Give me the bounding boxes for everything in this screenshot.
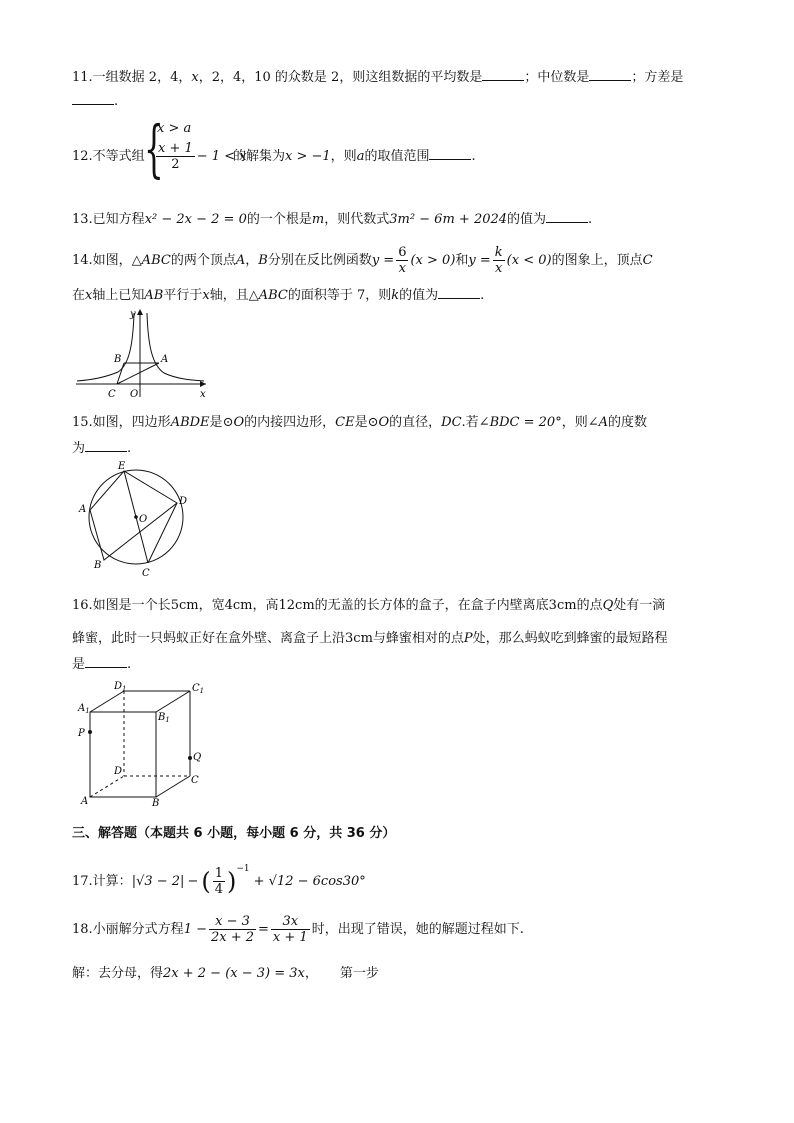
q14-f1-den: x xyxy=(398,261,407,276)
q12-prefix: 12.不等式组 xyxy=(72,149,145,164)
q14-l2d: 轴，且 xyxy=(209,288,249,303)
q16-Q: Q xyxy=(602,598,614,613)
q15-l1b: 是 xyxy=(209,415,223,430)
q12-var-a: a xyxy=(356,149,365,164)
q16-l: 5cm xyxy=(170,598,199,613)
q16-l2a: 蜂蜜，此时一只蚂蚁正好在盒外壁、离盒子上沿 xyxy=(72,631,346,646)
q16-edge-AD-hidden xyxy=(90,776,124,797)
q11-line2: . xyxy=(72,94,118,109)
q16-front-face xyxy=(90,712,156,797)
q16-l1d: 的无盖的长方体的盒子，在盒子内壁离底 xyxy=(314,598,549,613)
q17-frac-num: 1 xyxy=(214,866,223,881)
q18-line xyxy=(72,914,524,945)
q14-label-B: B xyxy=(114,354,122,365)
q16-label-A1-sub: 1 xyxy=(85,707,90,715)
q16-point-P xyxy=(88,730,92,734)
q16-h: 12cm xyxy=(278,598,315,613)
sol-step: 第一步 xyxy=(339,966,379,981)
q13-text-c: ，则代数式 xyxy=(324,212,390,227)
q16-edge-B1C1 xyxy=(156,691,190,712)
q16-d2: 3cm xyxy=(345,631,373,646)
q11-text-d: ；方差是 xyxy=(631,70,684,85)
q16-label-B1-main: B xyxy=(158,712,166,723)
q16-l1a: 16.如图是一个长 xyxy=(72,598,171,613)
q16-P: P xyxy=(463,631,473,646)
q18-f1-num: x − 3 xyxy=(209,914,256,930)
q16-point-Q xyxy=(188,756,192,760)
q12-prefix-line xyxy=(72,145,145,164)
q14-var-B: B xyxy=(258,253,268,268)
q16-blank xyxy=(85,667,127,668)
q11-line1 xyxy=(72,66,683,85)
q16-l1f: 处有一滴 xyxy=(613,598,666,613)
q15-line1 xyxy=(72,411,647,430)
q17-prefix: 17.计算： xyxy=(72,874,132,889)
q14-label-C: C xyxy=(108,389,116,400)
q16-label-B1 xyxy=(157,712,170,724)
q15-label-C: C xyxy=(142,568,150,579)
q18-f2-den: x + 1 xyxy=(272,930,308,945)
q14-l2a: 在 xyxy=(72,288,86,303)
q12-row1 xyxy=(157,121,191,136)
q12-frac-num: x + 1 xyxy=(158,141,193,156)
q16-label-C1-sub: 1 xyxy=(199,687,205,695)
q15-label-E: E xyxy=(118,461,126,472)
q14-line1 xyxy=(72,245,653,276)
q13-text-d: 的值为 xyxy=(507,212,547,227)
q14-var-x2: x xyxy=(202,288,210,303)
q16-w: 4cm xyxy=(224,598,253,613)
q16-label-D1-main: D xyxy=(114,681,123,692)
q14-label-O: O xyxy=(130,389,139,400)
q16-label-B1-sub: 1 xyxy=(165,716,170,724)
q15-line2: 为 . xyxy=(72,441,132,456)
q14-f2-lhs: y = xyxy=(468,253,491,268)
q15-figure xyxy=(74,460,199,580)
q13-expr: 3m² − 6m + 2024 xyxy=(389,212,508,227)
q14-blank xyxy=(438,298,480,299)
q11-var-x: x xyxy=(191,70,199,85)
q14-l1c: 分别在反比例函数 xyxy=(267,253,372,268)
q12-brace: { xyxy=(144,112,164,185)
q15-quad: ABDE xyxy=(170,415,210,430)
q15-l1h: 的度数 xyxy=(608,415,648,430)
q17-minus: − xyxy=(187,874,199,889)
q13-text-b: 的一个根是 xyxy=(246,212,312,227)
q16-label-A1 xyxy=(77,703,90,715)
q14-var-C: C xyxy=(642,253,653,268)
q16-label-A1-main: A xyxy=(78,703,86,714)
q17-frac-den: 4 xyxy=(214,882,223,897)
q11-blank-variance xyxy=(72,104,114,105)
q11-text-c: ；中位数是 xyxy=(524,70,590,85)
q16-label-C1-main: C xyxy=(192,683,200,694)
q15-ang: ∠BDC = 20° xyxy=(478,415,562,430)
q17-frac xyxy=(213,866,225,897)
q14-l2f: 的值为 xyxy=(399,288,439,303)
q14-var-k: k xyxy=(391,288,400,303)
q18-f2-num: 3x xyxy=(271,914,310,930)
q14-var-x: x xyxy=(85,288,93,303)
q15-quad-ABDE xyxy=(90,471,177,560)
q17-paren-open: ( xyxy=(201,867,211,896)
q16-figure xyxy=(74,680,214,810)
q16-d1: 3cm xyxy=(548,598,577,613)
q16-label-Q: Q xyxy=(193,752,202,763)
q18-eq: = xyxy=(258,922,269,937)
q15-l2: 为 xyxy=(72,441,86,456)
q14-l2c: 平行于 xyxy=(163,288,203,303)
q14-f2-num: k xyxy=(494,245,503,260)
q12-cond: x > −1 xyxy=(285,149,331,164)
q14-var-A: A xyxy=(235,253,246,268)
q14-l1a: 14.如图， xyxy=(72,253,132,268)
q11-blank-median xyxy=(589,80,631,81)
q17-exp: −1 xyxy=(236,864,250,874)
q15-segment-DC xyxy=(148,503,177,563)
sol-eq: 2x + 2 − (x − 3) = 3x xyxy=(163,966,305,981)
q14-x-arrow-icon xyxy=(200,381,206,387)
q15-blank xyxy=(85,451,127,452)
q17-paren-close: ) xyxy=(227,867,237,896)
q15-l1g: ，则 xyxy=(561,415,588,430)
q14-figure xyxy=(72,305,212,400)
q12-blank xyxy=(429,159,471,160)
q14-l1d: 和 xyxy=(455,253,469,268)
q15-label-D: D xyxy=(179,496,188,507)
q12-text-b: ，则 xyxy=(330,149,357,164)
q18-f1-den: 2x + 2 xyxy=(210,930,255,945)
q14-f2-dom: (x < 0) xyxy=(506,253,552,268)
q16-line2 xyxy=(72,627,668,646)
q15-l1c: 的内接四边形， xyxy=(244,415,336,430)
solution-line xyxy=(72,962,379,981)
q14-tri: △ABC xyxy=(131,253,171,268)
sol-sep: ， xyxy=(304,966,318,981)
q11-text-a: 11.一组数据 2，4， xyxy=(72,70,192,85)
q14-label-A: A xyxy=(161,354,169,365)
q14-curve-right xyxy=(147,313,204,381)
q15-label-O: O xyxy=(139,514,148,525)
q14-y-arrow-icon xyxy=(137,309,143,315)
q15-l1f: .若 xyxy=(461,415,479,430)
sol-a: 解：去分母，得 xyxy=(72,966,164,981)
q14-label-x: x xyxy=(200,389,206,400)
q16-label-D1-sub: 1 xyxy=(122,685,127,693)
q14-f1-frac xyxy=(396,245,408,276)
q11-text-b: ，2，4，10 的众数是 2，则这组数据的平均数是 xyxy=(198,70,483,85)
q14-l1e: 的图象上，顶点 xyxy=(551,253,643,268)
q12-text-c: 的取值范围 xyxy=(364,149,430,164)
q13-eq: x² − 2x − 2 = 0 xyxy=(144,212,247,227)
q13-line: 13.已知方程x² − 2x − 2 = 0的一个根是m，则代数式3m² − 6m + 2024的值为 . xyxy=(72,212,593,227)
q15-l1a: 15.如图，四边形 xyxy=(72,415,171,430)
q15-l1e: 的直径， xyxy=(389,415,442,430)
q12-frac xyxy=(156,141,195,172)
q14-curve-left xyxy=(77,313,134,381)
q16-label-C1 xyxy=(192,683,204,695)
q18-one: 1 − xyxy=(183,922,207,937)
q13-blank xyxy=(546,222,588,223)
q13-var-m: m xyxy=(311,212,325,227)
q12-row1-text: x > a xyxy=(157,121,192,136)
q14-f2-den: x xyxy=(495,261,503,276)
q15-ce: CE xyxy=(335,415,355,430)
q12-row2-rest: − 1 < x xyxy=(196,149,247,164)
q15-label-A: A xyxy=(79,504,87,515)
q14-l2e: 的面积等于 7，则 xyxy=(287,288,392,303)
q16-l2b: 与蜂蜜相对的点 xyxy=(372,631,464,646)
q17-line xyxy=(72,864,366,897)
q12-frac-den: 2 xyxy=(171,157,180,172)
q15-circ: ⊙O xyxy=(222,415,245,430)
q16-l1c: ，高 xyxy=(252,598,279,613)
q16-label-B: B xyxy=(152,798,160,809)
q16-edge-A1D1 xyxy=(90,691,124,712)
q16-l3: 是 xyxy=(72,657,86,672)
q14-var-AB: AB xyxy=(144,288,164,303)
q16-l2c: 处，那么蚂蚁吃到蜂蜜的最短路程 xyxy=(472,631,668,646)
q14-f2-frac xyxy=(493,245,505,276)
q15-label-B: B xyxy=(94,560,102,571)
q16-l1e: 的点 xyxy=(576,598,603,613)
q14-label-y: y xyxy=(130,309,136,320)
q18-suffix: 时，出现了错误，她的解题过程如下. xyxy=(311,922,524,937)
q17-abs: |√3 − 2| xyxy=(131,874,185,889)
q16-l1b: ，宽 xyxy=(198,598,225,613)
q15-circ2: ⊙O xyxy=(367,415,390,430)
q12-rest-line: 的解集为x > −1，则a的取值范围 . xyxy=(233,149,476,164)
q14-f1-dom: (x > 0) xyxy=(410,253,456,268)
q14-tri2: △ABC xyxy=(248,288,288,303)
q16-edge-BC xyxy=(156,776,190,797)
q16-line1 xyxy=(72,594,665,613)
q11-blank-mean xyxy=(482,80,524,81)
q15-dc: DC xyxy=(441,415,462,430)
q14-l1b: 的两个顶点 xyxy=(170,253,236,268)
q14-line2: 在x轴上已知AB平行于x轴，且△ABC的面积等于 7，则k的值为 . xyxy=(72,288,485,303)
q13-text-a: 13.已知方程 xyxy=(72,212,145,227)
q17-rest: + √12 − 6cos30° xyxy=(253,874,366,889)
section-3-heading: 三、解答题（本题共 6 小题，每小题 6 分，共 36 分） xyxy=(72,826,396,841)
q12-text-a: 的解集为 xyxy=(233,149,286,164)
q16-label-C: C xyxy=(191,775,199,786)
q15-l1d: 是 xyxy=(354,415,368,430)
q15-center-dot xyxy=(134,515,138,519)
q16-label-A: A xyxy=(81,796,89,807)
q18-frac2 xyxy=(271,914,310,945)
q16-label-P: P xyxy=(78,728,85,739)
q14-f1-lhs: y = xyxy=(371,253,395,268)
q15-angA: ∠A xyxy=(587,415,608,430)
q14-sep: ， xyxy=(245,253,259,268)
q18-prefix: 18.小丽解分式方程 xyxy=(72,922,184,937)
q14-f1-num: 6 xyxy=(398,245,407,260)
q16-label-D1 xyxy=(113,681,127,693)
q18-frac1 xyxy=(209,914,256,945)
q14-l2b: 轴上已知 xyxy=(92,288,145,303)
q16-line3: 是 . xyxy=(72,657,132,672)
q16-label-D: D xyxy=(114,766,123,777)
